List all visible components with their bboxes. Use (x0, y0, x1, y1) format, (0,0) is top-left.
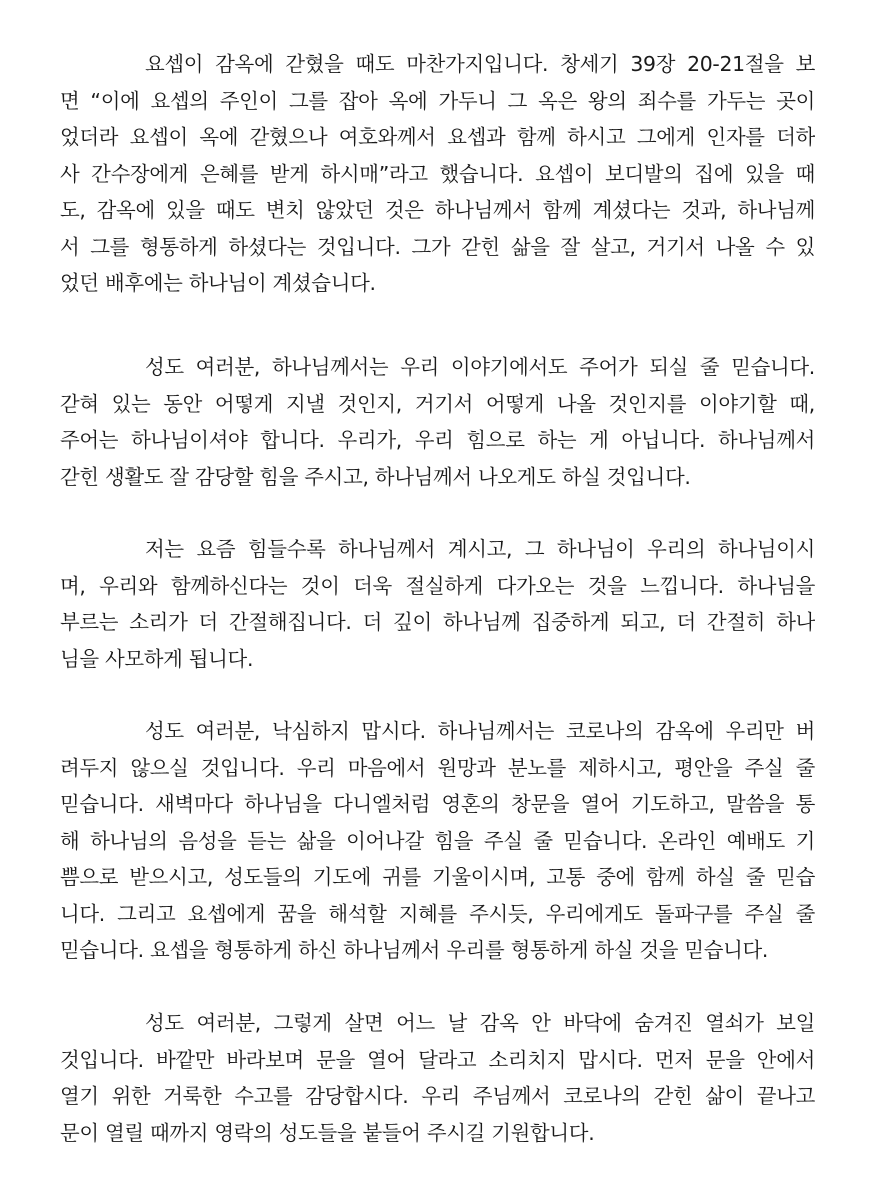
paragraph-line: 부르는 소리가 더 간절해집니다. 더 깊이 하나님께 집중하게 되고, 더 간절히 하나 (60, 610, 815, 634)
paragraph-line: 었더라 요셉이 옥에 갇혔으나 여호와께서 요셉과 함께 하시고 그에게 인자를 더하 (60, 125, 815, 149)
paragraph-3 (60, 531, 815, 677)
paragraph-line: 갇혀 있는 동안 어떻게 지낼 것인지, 거기서 어떻게 나올 것인지를 이야기할 때, (60, 391, 815, 416)
paragraph-line: 쁨으로 받으시고, 성도들의 기도에 귀를 기울이시며, 고통 중에 함께 하실 줄 믿습 (60, 865, 815, 889)
paragraph-4 (60, 713, 815, 969)
paragraph-line: 해 하나님의 음성을 듣는 삶을 이어나갈 힘을 주실 줄 믿습니다. 온라인 예배도 기 (60, 828, 815, 853)
paragraph-line: 주어는 하나님이셔야 합니다. 우리가, 우리 힘으로 하는 게 아닙니다. 하나님께서 (60, 428, 815, 452)
paragraph-line: 니다. 그리고 요셉에게 꿈을 해석할 지혜를 주시듯, 우리에게도 돌파구를 주실 줄 (60, 901, 815, 926)
paragraph-line: 도, 감옥에 있을 때도 변치 않았던 것은 하나님께서 함께 계셨다는 것과, 하나님께 (60, 198, 815, 222)
paragraph-2 (60, 349, 815, 495)
paragraph-line: 서 그를 형통하게 하셨다는 것입니다. 그가 갇힌 삶을 잘 살고, 거기서 나올 수 있 (60, 234, 815, 259)
paragraph-line: 문이 열릴 때까지 영락의 성도들을 붙들어 주시길 기원합니다. (60, 1120, 595, 1145)
paragraph-line: 려두지 않으실 것입니다. 우리 마음에서 원망과 분노를 제하시고, 평안을 주실 줄 (60, 755, 815, 780)
paragraph-line: 성도 여러분, 낙심하지 맙시다. 하나님께서는 코로나의 감옥에 우리만 버 (145, 719, 815, 743)
paragraph-line: 면 “이에 요셉의 주인이 그를 잡아 옥에 가두니 그 옥은 왕의 죄수를 가두는 곳이 (60, 88, 815, 113)
paragraph-line: 요셉이 감옥에 갇혔을 때도 마찬가지입니다. 창세기 39장 20-21절을 보 (145, 52, 815, 76)
paragraph-5 (60, 1005, 815, 1151)
paragraph-line: 사 간수장에게 은혜를 받게 하시매”라고 했습니다. 요셉이 보디발의 집에 있을 때 (60, 161, 815, 186)
paragraph-line: 며, 우리와 함께하신다는 것이 더욱 절실하게 다가오는 것을 느낍니다. 하나님을 (60, 573, 815, 598)
paragraph-line: 것입니다. 바깥만 바라보며 문을 열어 달라고 소리치지 맙시다. 먼저 문을 안에서 (60, 1047, 815, 1072)
paragraph-line: 님을 사모하게 됩니다. (60, 646, 254, 671)
paragraph-line: 었던 배후에는 하나님이 계셨습니다. (60, 271, 376, 295)
paragraph-line: 믿습니다. 새벽마다 하나님을 다니엘처럼 영혼의 창문을 열어 기도하고, 말씀을 통 (60, 792, 815, 816)
paragraph-line: 성도 여러분, 하나님께서는 우리 이야기에서도 주어가 되실 줄 믿습니다. (145, 355, 815, 379)
paragraph-1 (60, 46, 815, 302)
paragraph-line: 갇힌 생활도 잘 감당할 힘을 주시고, 하나님께서 나오게도 하실 것입니다. (60, 464, 691, 489)
paragraph-line: 열기 위한 거룩한 수고를 감당합시다. 우리 주님께서 코로나의 갇힌 삶이 끝나고 (60, 1084, 815, 1108)
paragraph-line: 성도 여러분, 그렇게 살면 어느 날 감옥 안 바닥에 숨겨진 열쇠가 보일 (145, 1011, 815, 1035)
paragraph-line: 저는 요즘 힘들수록 하나님께서 계시고, 그 하나님이 우리의 하나님이시 (145, 537, 815, 561)
paragraph-line: 믿습니다. 요셉을 형통하게 하신 하나님께서 우리를 형통하게 하실 것을 믿습니다. (60, 938, 769, 962)
